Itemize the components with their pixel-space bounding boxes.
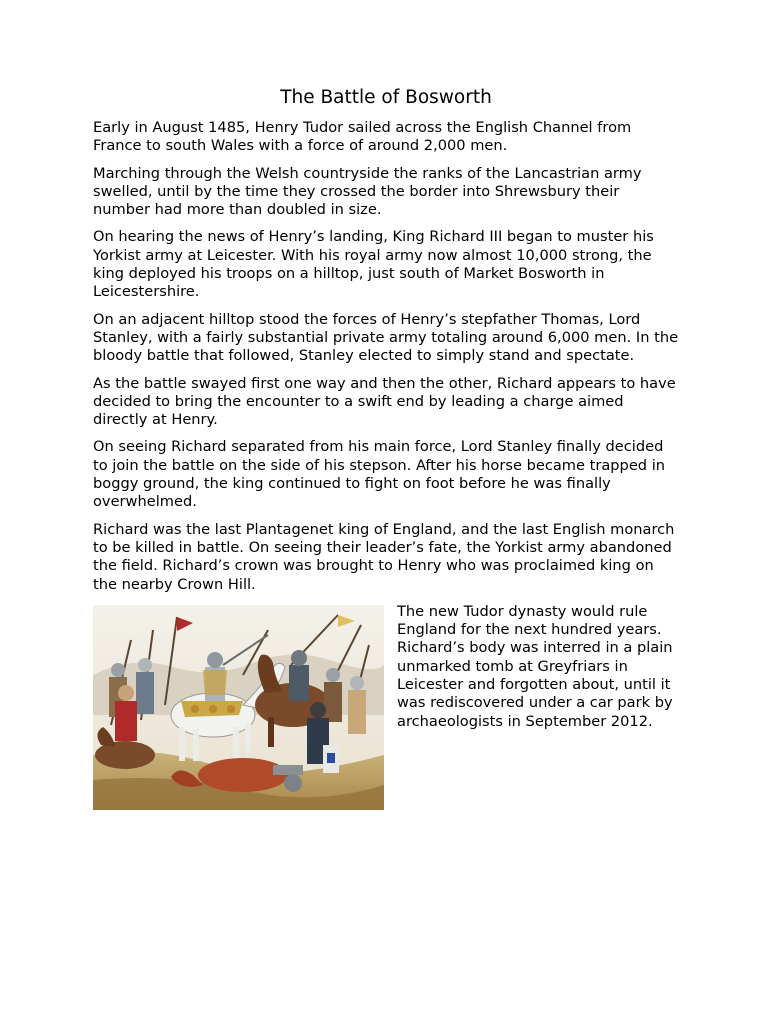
paragraph-4: On an adjacent hilltop stood the forces of Henry’s stepfather Thomas, Lord Stanley, with a fairly substantial private army totaling around 6,000 men. In the bloody battle that followed, Stanley elected to simply stand and spectate. xyxy=(93,310,679,365)
paragraph-5: As the battle swayed first one way and then the other, Richard appears to have decided to bring the encounter to a swift end by leading a charge aimed directly at Henry. xyxy=(93,374,676,429)
side-paragraph: The new Tudor dynasty would rule England for the next hundred years. Richard’s body was interred in a plain unmarked tomb at Greyfriars in Leicester and forgotten about, until it was rediscovered under a car park by archaeologists in September 2012. xyxy=(397,602,673,730)
paragraph-2: Marching through the Welsh countryside the ranks of the Lancastrian army swelled, until by the time they crossed the border into Shrewsbury their number had more than doubled in size. xyxy=(93,164,642,219)
paragraph-3: On hearing the news of Henry’s landing, King Richard III began to muster his Yorkist army at Leicester. With his royal army now almost 10,000 strong, the king deployed his troops on a hilltop, just south of Market Bosworth in Leicestershire. xyxy=(93,228,654,301)
page-title: The Battle of Bosworth xyxy=(280,87,492,108)
paragraph-1: Early in August 1485, Henry Tudor sailed across the English Channel from France to south Wales with a force of around 2,000 men. xyxy=(93,119,632,155)
battle-illustration xyxy=(93,605,384,810)
paragraph-6: On seeing Richard separated from his main force, Lord Stanley finally decided to join the battle on the side of his stepson. After his horse became trapped in boggy ground, the king continued to fight on foot before he was finally overwhelmed. xyxy=(93,438,665,511)
document-page xyxy=(93,86,679,813)
paragraph-7: Richard was the last Plantagenet king of England, and the last English monarch to be killed in battle. On seeing their leader’s fate, the Yorkist army abandoned the field. Richard’s crown was brought to Henry who was proclaimed king on the nearby Crown Hill. xyxy=(93,520,675,593)
figure-row xyxy=(93,603,679,813)
